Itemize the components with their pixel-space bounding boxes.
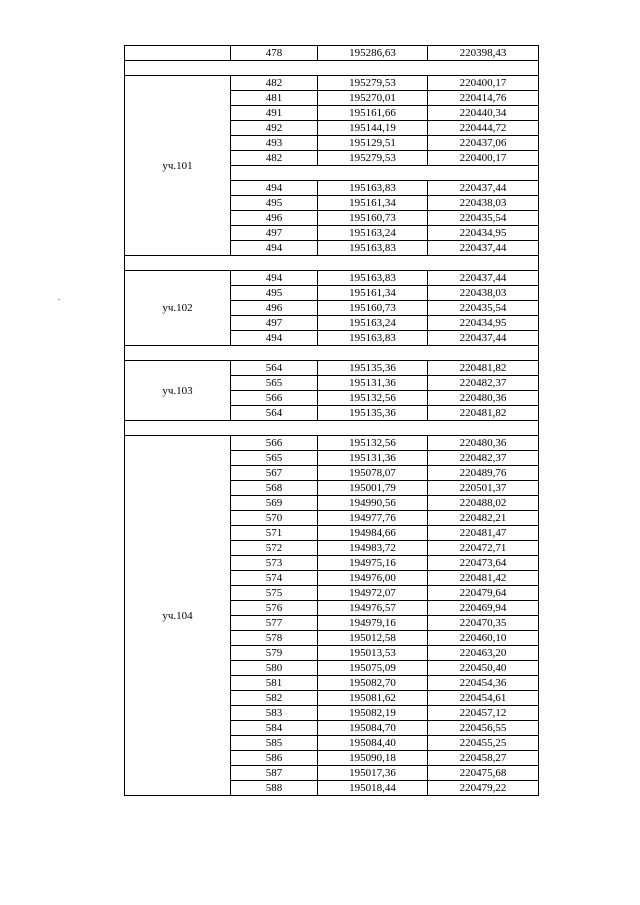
point-number-cell: 566 [231,391,318,406]
x-coordinate-cell: 194976,00 [318,571,428,586]
point-number-cell: 493 [231,136,318,151]
x-coordinate-cell: 195078,07 [318,466,428,481]
y-coordinate-cell: 220481,42 [428,571,539,586]
gap-cell [231,166,539,181]
x-coordinate-cell: 195161,34 [318,286,428,301]
point-number-cell: 576 [231,601,318,616]
y-coordinate-cell: 220470,35 [428,616,539,631]
y-coordinate-cell: 220457,12 [428,706,539,721]
y-coordinate-cell: 220437,06 [428,136,539,151]
x-coordinate-cell: 195163,83 [318,271,428,286]
y-coordinate-cell: 220479,64 [428,586,539,601]
y-coordinate-cell: 220482,37 [428,376,539,391]
point-number-cell: 581 [231,676,318,691]
point-number-cell: 573 [231,556,318,571]
section-separator-row [125,346,539,361]
x-coordinate-cell: 195075,09 [318,661,428,676]
y-coordinate-cell: 220488,02 [428,496,539,511]
section-separator-row [125,421,539,436]
table-row [125,436,539,451]
point-number-cell: 494 [231,331,318,346]
x-coordinate-cell: 195144,19 [318,121,428,136]
y-coordinate-cell: 220480,36 [428,436,539,451]
table-row [125,271,539,286]
x-coordinate-cell: 195084,70 [318,721,428,736]
y-coordinate-cell: 220481,82 [428,361,539,376]
point-number-cell: 588 [231,781,318,796]
x-coordinate-cell: 195161,34 [318,196,428,211]
y-coordinate-cell: 220414,76 [428,91,539,106]
y-coordinate-cell: 220458,27 [428,751,539,766]
y-coordinate-cell: 220455,25 [428,736,539,751]
x-coordinate-cell: 195018,44 [318,781,428,796]
x-coordinate-cell: 195163,83 [318,181,428,196]
table-row [125,46,539,61]
y-coordinate-cell: 220472,71 [428,541,539,556]
y-coordinate-cell: 220482,21 [428,511,539,526]
y-coordinate-cell: 220437,44 [428,241,539,256]
table-row [125,76,539,91]
point-number-cell: 577 [231,616,318,631]
point-number-cell: 481 [231,91,318,106]
x-coordinate-cell: 195012,58 [318,631,428,646]
point-number-cell: 586 [231,751,318,766]
x-coordinate-cell: 195082,19 [318,706,428,721]
point-number-cell: 582 [231,691,318,706]
point-number-cell: 583 [231,706,318,721]
point-number-cell: 494 [231,241,318,256]
y-coordinate-cell: 220440,34 [428,106,539,121]
point-number-cell: 570 [231,511,318,526]
y-coordinate-cell: 220444,72 [428,121,539,136]
separator-cell [125,346,539,361]
point-number-cell: 495 [231,196,318,211]
x-coordinate-cell: 194975,16 [318,556,428,571]
point-number-cell: 565 [231,376,318,391]
coordinates-table [124,45,539,796]
y-coordinate-cell: 220437,44 [428,181,539,196]
x-coordinate-cell: 194979,16 [318,616,428,631]
point-number-cell: 495 [231,286,318,301]
x-coordinate-cell: 195081,62 [318,691,428,706]
point-number-cell: 578 [231,631,318,646]
section-separator-row [125,256,539,271]
point-number-cell: 575 [231,586,318,601]
section-separator-row [125,61,539,76]
y-coordinate-cell: 220473,64 [428,556,539,571]
section-label-cell: уч.103 [125,361,231,421]
section-label-cell: уч.101 [125,76,231,256]
y-coordinate-cell: 220489,76 [428,466,539,481]
point-number-cell: 491 [231,106,318,121]
x-coordinate-cell: 194972,07 [318,586,428,601]
point-number-cell: 567 [231,466,318,481]
x-coordinate-cell: 195132,56 [318,391,428,406]
y-coordinate-cell: 220469,94 [428,601,539,616]
section-label-cell [125,46,231,61]
x-coordinate-cell: 195286,63 [318,46,428,61]
x-coordinate-cell: 195270,01 [318,91,428,106]
point-number-cell: 566 [231,436,318,451]
point-number-cell: 584 [231,721,318,736]
section-label-cell: уч.102 [125,271,231,346]
point-number-cell: 569 [231,496,318,511]
y-coordinate-cell: 220482,37 [428,451,539,466]
y-coordinate-cell: 220475,68 [428,766,539,781]
y-coordinate-cell: 220437,44 [428,331,539,346]
y-coordinate-cell: 220435,54 [428,301,539,316]
y-coordinate-cell: 220456,55 [428,721,539,736]
y-coordinate-cell: 220434,95 [428,226,539,241]
point-number-cell: 574 [231,571,318,586]
y-coordinate-cell: 220479,22 [428,781,539,796]
point-number-cell: 482 [231,76,318,91]
point-number-cell: 580 [231,661,318,676]
x-coordinate-cell: 195132,56 [318,436,428,451]
y-coordinate-cell: 220398,43 [428,46,539,61]
point-number-cell: 571 [231,526,318,541]
y-coordinate-cell: 220460,10 [428,631,539,646]
x-coordinate-cell: 195163,24 [318,226,428,241]
x-coordinate-cell: 194977,76 [318,511,428,526]
table-row [125,361,539,376]
y-coordinate-cell: 220400,17 [428,151,539,166]
x-coordinate-cell: 195279,53 [318,76,428,91]
x-coordinate-cell: 195135,36 [318,361,428,376]
y-coordinate-cell: 220450,40 [428,661,539,676]
point-number-cell: 494 [231,271,318,286]
y-coordinate-cell: 220481,82 [428,406,539,421]
point-number-cell: 587 [231,766,318,781]
point-number-cell: 564 [231,406,318,421]
x-coordinate-cell: 195163,83 [318,331,428,346]
y-coordinate-cell: 220438,03 [428,196,539,211]
point-number-cell: 565 [231,451,318,466]
x-coordinate-cell: 195013,53 [318,646,428,661]
x-coordinate-cell: 194976,57 [318,601,428,616]
point-number-cell: 579 [231,646,318,661]
y-coordinate-cell: 220454,36 [428,676,539,691]
point-number-cell: 496 [231,211,318,226]
point-number-cell: 568 [231,481,318,496]
x-coordinate-cell: 195129,51 [318,136,428,151]
y-coordinate-cell: 220437,44 [428,271,539,286]
scan-speck [58,299,60,300]
y-coordinate-cell: 220400,17 [428,76,539,91]
y-coordinate-cell: 220481,47 [428,526,539,541]
x-coordinate-cell: 195084,40 [318,736,428,751]
x-coordinate-cell: 195131,36 [318,451,428,466]
y-coordinate-cell: 220463,20 [428,646,539,661]
section-label-cell: уч.104 [125,436,231,796]
x-coordinate-cell: 195279,53 [318,151,428,166]
point-number-cell: 496 [231,301,318,316]
separator-cell [125,421,539,436]
y-coordinate-cell: 220454,61 [428,691,539,706]
x-coordinate-cell: 194984,66 [318,526,428,541]
x-coordinate-cell: 194983,72 [318,541,428,556]
point-number-cell: 497 [231,226,318,241]
y-coordinate-cell: 220435,54 [428,211,539,226]
y-coordinate-cell: 220480,36 [428,391,539,406]
x-coordinate-cell: 195090,18 [318,751,428,766]
x-coordinate-cell: 195163,83 [318,241,428,256]
point-number-cell: 585 [231,736,318,751]
x-coordinate-cell: 195001,79 [318,481,428,496]
x-coordinate-cell: 195160,73 [318,211,428,226]
point-number-cell: 572 [231,541,318,556]
separator-cell [125,61,539,76]
x-coordinate-cell: 195017,36 [318,766,428,781]
x-coordinate-cell: 195131,36 [318,376,428,391]
point-number-cell: 478 [231,46,318,61]
x-coordinate-cell: 195163,24 [318,316,428,331]
point-number-cell: 564 [231,361,318,376]
x-coordinate-cell: 194990,56 [318,496,428,511]
point-number-cell: 482 [231,151,318,166]
y-coordinate-cell: 220438,03 [428,286,539,301]
separator-cell [125,256,539,271]
y-coordinate-cell: 220434,95 [428,316,539,331]
x-coordinate-cell: 195160,73 [318,301,428,316]
y-coordinate-cell: 220501,37 [428,481,539,496]
x-coordinate-cell: 195135,36 [318,406,428,421]
x-coordinate-cell: 195082,70 [318,676,428,691]
point-number-cell: 497 [231,316,318,331]
coordinates-table-body [125,46,539,796]
point-number-cell: 492 [231,121,318,136]
x-coordinate-cell: 195161,66 [318,106,428,121]
point-number-cell: 494 [231,181,318,196]
